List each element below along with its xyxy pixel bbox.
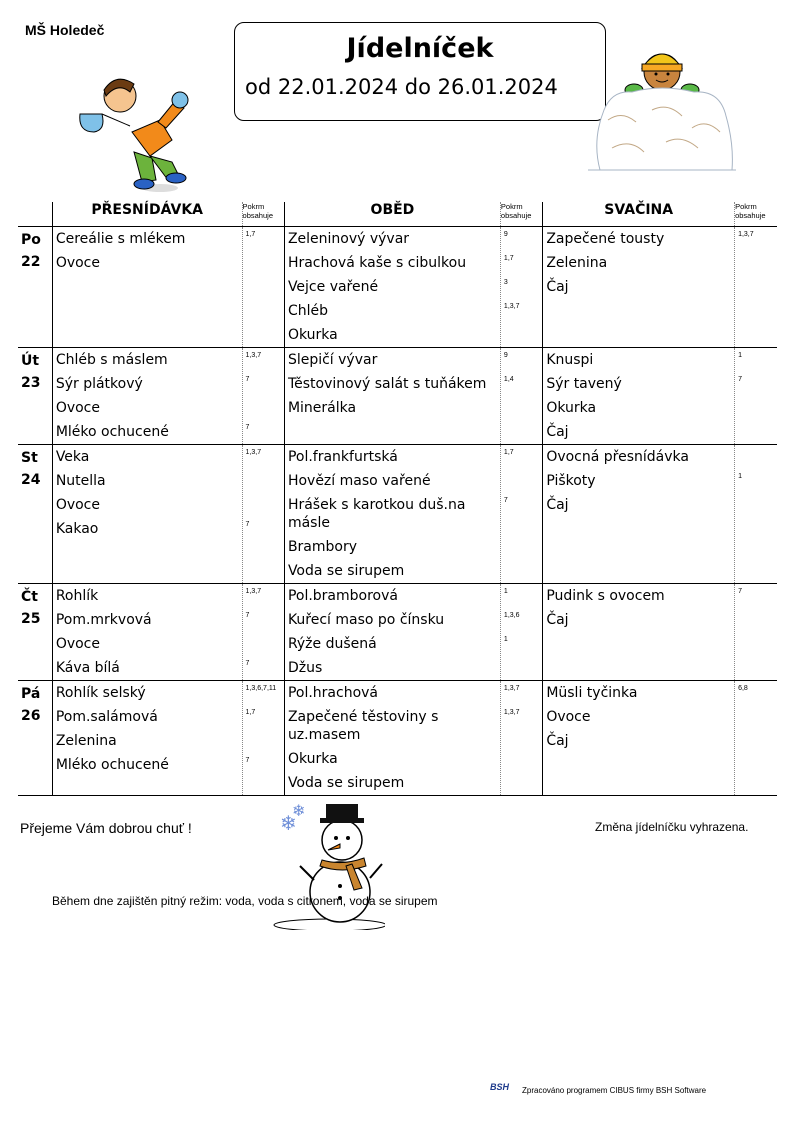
- breakfast-cell: [52, 445, 242, 584]
- lunch-item: Brambory: [287, 539, 358, 555]
- breakfast-allergen-code: [243, 493, 284, 517]
- snack-allergens-cell: [735, 348, 777, 445]
- bsh-logo: BSH: [490, 1082, 510, 1092]
- lunch-cell: [284, 348, 500, 445]
- breakfast-item: Rohlík selský: [55, 685, 146, 701]
- snack-item: Sýr tavený: [546, 376, 622, 392]
- snack-item: Čaj: [546, 424, 569, 440]
- breakfast-allergen-code: 7: [245, 424, 250, 431]
- breakfast-allergen-code: [243, 632, 284, 656]
- breakfast-item: Rohlík: [55, 588, 99, 604]
- lunch-allergen-code: 1: [503, 588, 508, 595]
- software-credit: Zpracováno programem CIBUS firmy BSH Software: [522, 1086, 707, 1095]
- lunch-allergens-cell: [500, 348, 542, 445]
- day-row: [18, 584, 777, 681]
- snack-allergen-code: [735, 445, 777, 469]
- day-abbr: Pá: [21, 686, 41, 702]
- day-abbr: Po: [21, 232, 41, 248]
- snack-item: Knuspi: [546, 352, 594, 368]
- lunch-allergen-code: 1,3,7: [503, 685, 520, 692]
- snack-allergens-cell: [735, 445, 777, 584]
- lunch-item: Rýže dušená: [287, 636, 377, 652]
- breakfast-cell: [52, 584, 242, 681]
- snowman-illustration: [270, 800, 385, 930]
- lunch-allergen-code: 1,4: [503, 376, 514, 383]
- breakfast-item: Veka: [55, 449, 90, 465]
- day-number: 24: [21, 472, 41, 488]
- breakfast-allergen-code: 7: [245, 757, 250, 764]
- breakfast-item: Ovoce: [55, 255, 100, 271]
- snack-allergens-cell: [735, 584, 777, 681]
- breakfast-allergen-code: 7: [245, 521, 250, 528]
- snack-allergen-code: 1: [738, 473, 742, 480]
- snack-item: Čaj: [546, 279, 569, 295]
- date-range: od 22.01.2024 do 26.01.2024: [245, 75, 558, 99]
- snack-item: Čaj: [546, 733, 569, 749]
- breakfast-allergen-code: 7: [245, 660, 250, 667]
- lunch-allergen-code: 1,3,6: [503, 612, 520, 619]
- lunch-item: Kuřecí maso po čínsku: [287, 612, 445, 628]
- lunch-item: Hrachová kaše s cibulkou: [287, 255, 467, 271]
- lunch-allergen-code: [501, 559, 542, 583]
- lunch-item: Voda se sirupem: [287, 563, 405, 579]
- day-label: [18, 348, 52, 445]
- lunch-item: Vejce vařené: [287, 279, 379, 295]
- page-title: Jídelníček: [346, 33, 494, 64]
- breakfast-allergen-code: 7: [245, 612, 250, 619]
- day-abbr: Čt: [21, 589, 38, 605]
- breakfast-item: Nutella: [55, 473, 106, 489]
- day-label: [18, 445, 52, 584]
- snack-allergen-code: 1: [738, 352, 742, 359]
- breakfast-allergen-code: 1,3,7: [245, 352, 262, 359]
- breakfast-allergen-code: [243, 469, 284, 493]
- breakfast-item: Pom.mrkvová: [55, 612, 152, 628]
- breakfast-cell: [52, 348, 242, 445]
- day-number: 22: [21, 254, 41, 270]
- lunch-item: Zapečené těstoviny s uz.masem: [287, 709, 439, 743]
- breakfast-item: Kakao: [55, 521, 99, 537]
- snack-allergen-code: [735, 396, 777, 420]
- title-box: [234, 22, 606, 121]
- lunch-allergen-code: [501, 323, 542, 347]
- snack-item: Zelenina: [546, 255, 608, 271]
- breakfast-item: Cereálie s mlékem: [55, 231, 186, 247]
- snack-allergen-code: [735, 608, 777, 632]
- lunch-item: Okurka: [287, 327, 338, 343]
- snack-cell: [543, 445, 735, 584]
- snack-cell: [543, 681, 735, 796]
- snack-allergen-code: 7: [738, 588, 742, 595]
- breakfast-item: Mléko ochucené: [55, 757, 169, 773]
- day-row: [18, 348, 777, 445]
- snack-item: Okurka: [546, 400, 597, 416]
- snack-item: Müsli tyčinka: [546, 685, 638, 701]
- day-abbr: Út: [21, 353, 40, 369]
- snack-allergen-code: 6,8: [738, 685, 748, 692]
- school-name: MŠ Holedeč: [25, 22, 105, 38]
- lunch-allergen-code: 1: [503, 636, 508, 643]
- snack-allergen-code: [735, 420, 777, 444]
- bon-appetit-text: Přejeme Vám dobrou chuť !: [20, 820, 192, 836]
- lunch-allergens-cell: [500, 445, 542, 584]
- svg-text:❄: ❄: [292, 803, 306, 820]
- day-number: 26: [21, 708, 41, 724]
- day-label: [18, 227, 52, 348]
- lunch-allergen-code: 3: [503, 279, 508, 286]
- lunch-item: Pol.bramborová: [287, 588, 398, 604]
- breakfast-item: Pom.salámová: [55, 709, 158, 725]
- lunch-cell: [284, 584, 500, 681]
- snack-item: Pudink s ovocem: [546, 588, 665, 604]
- snack-item: Zapečené tousty: [546, 231, 665, 247]
- day-label: [18, 584, 52, 681]
- day-number: 25: [21, 611, 41, 627]
- lunch-item: Voda se sirupem: [287, 775, 405, 791]
- header-allergens-snack: Pokrm obsahuje: [735, 202, 777, 227]
- child-snow-wall-illustration: [582, 40, 742, 172]
- breakfast-item: Ovoce: [55, 400, 100, 416]
- day-row: [18, 681, 777, 796]
- snack-allergen-code: 7: [738, 376, 742, 383]
- lunch-item: Chléb: [287, 303, 328, 319]
- svg-text:❄: ❄: [280, 813, 297, 835]
- lunch-allergens-cell: [500, 227, 542, 348]
- snack-allergen-code: [735, 275, 777, 299]
- breakfast-allergen-code: 7: [245, 376, 250, 383]
- breakfast-allergen-code: 1,3,7: [245, 449, 262, 456]
- breakfast-item: Zelenina: [55, 733, 117, 749]
- header-breakfast: PŘESNÍDÁVKA: [52, 202, 242, 227]
- lunch-cell: [284, 227, 500, 348]
- day-label: [18, 681, 52, 796]
- day-abbr: St: [21, 450, 38, 466]
- breakfast-allergen-code: 1,7: [245, 709, 256, 716]
- breakfast-allergen-code: 1,3,6,7,11: [245, 685, 277, 692]
- lunch-item: Hrášek s karotkou duš.na másle: [287, 497, 466, 531]
- lunch-item: Okurka: [287, 751, 338, 767]
- lunch-allergen-code: 1,7: [503, 255, 514, 262]
- lunch-allergen-code: 7: [503, 497, 508, 504]
- breakfast-allergens-cell: [242, 348, 284, 445]
- breakfast-allergen-code: 1,7: [245, 231, 256, 238]
- breakfast-item: Chléb s máslem: [55, 352, 168, 368]
- lunch-allergen-code: 9: [503, 352, 508, 359]
- breakfast-cell: [52, 227, 242, 348]
- lunch-allergen-code: 1,3,7: [503, 303, 520, 310]
- breakfast-item: Káva bílá: [55, 660, 120, 676]
- child-snowball-illustration: [72, 70, 202, 195]
- snack-allergen-code: [735, 705, 777, 729]
- snack-item: Čaj: [546, 612, 569, 628]
- lunch-allergens-cell: [500, 681, 542, 796]
- lunch-item: Pol.hrachová: [287, 685, 378, 701]
- drinking-regime-text: Během dne zajištěn pitný režim: voda, voda s citronem, voda se sirupem: [52, 894, 438, 908]
- breakfast-cell: [52, 681, 242, 796]
- lunch-allergen-code: 9: [503, 231, 508, 238]
- snack-allergen-code: [735, 251, 777, 275]
- lunch-item: Minerálka: [287, 400, 357, 416]
- breakfast-allergens-cell: [242, 681, 284, 796]
- lunch-item: Pol.frankfurtská: [287, 449, 398, 465]
- snack-allergens-cell: [735, 227, 777, 348]
- lunch-allergen-code: [501, 469, 542, 493]
- breakfast-item: Mléko ochucené: [55, 424, 169, 440]
- header-lunch: OBĚD: [284, 202, 500, 227]
- menu-header-row: [18, 202, 777, 227]
- breakfast-item: Ovoce: [55, 636, 100, 652]
- lunch-allergen-code: [501, 656, 542, 680]
- breakfast-allergen-code: [243, 396, 284, 420]
- lunch-allergens-cell: [500, 584, 542, 681]
- breakfast-allergen-code: [243, 729, 284, 753]
- lunch-allergen-code: [501, 535, 542, 559]
- header-allergens-lunch: Pokrm obsahuje: [500, 202, 542, 227]
- lunch-item: Hovězí maso vařené: [287, 473, 431, 489]
- snack-item: Ovoce: [546, 709, 591, 725]
- lunch-allergen-code: [501, 396, 542, 420]
- lunch-allergen-code: 1,7: [503, 449, 514, 456]
- lunch-cell: [284, 681, 500, 796]
- snack-allergens-cell: [735, 681, 777, 796]
- day-row: [18, 445, 777, 584]
- menu-table: [18, 202, 777, 796]
- snack-item: Ovocná přesnídávka: [546, 449, 689, 465]
- lunch-item: Těstovinový salát s tuňákem: [287, 376, 487, 392]
- snack-item: Piškoty: [546, 473, 596, 489]
- lunch-cell: [284, 445, 500, 584]
- day-row: [18, 227, 777, 348]
- breakfast-allergens-cell: [242, 227, 284, 348]
- snack-item: Čaj: [546, 497, 569, 513]
- lunch-allergen-code: 1,3,7: [503, 709, 520, 716]
- lunch-item: Zeleninový vývar: [287, 231, 410, 247]
- snack-cell: [543, 348, 735, 445]
- breakfast-allergens-cell: [242, 584, 284, 681]
- snack-allergen-code: [735, 493, 777, 517]
- breakfast-allergen-code: [243, 251, 284, 275]
- header-snack: SVAČINA: [543, 202, 735, 227]
- breakfast-allergen-code: 1,3,7: [245, 588, 262, 595]
- snack-cell: [543, 227, 735, 348]
- menu-change-notice: Změna jídelníčku vyhrazena.: [595, 820, 749, 834]
- lunch-allergen-code: [501, 747, 542, 771]
- lunch-item: Slepičí vývar: [287, 352, 378, 368]
- lunch-item: Džus: [287, 660, 323, 676]
- day-number: 23: [21, 375, 41, 391]
- breakfast-item: Sýr plátkový: [55, 376, 143, 392]
- lunch-allergen-code: [501, 771, 542, 795]
- snack-allergen-code: [735, 729, 777, 753]
- snack-allergen-code: 1,3,7: [738, 231, 754, 238]
- breakfast-allergens-cell: [242, 445, 284, 584]
- breakfast-item: Ovoce: [55, 497, 100, 513]
- header-allergens-breakfast: Pokrm obsahuje: [242, 202, 284, 227]
- snack-cell: [543, 584, 735, 681]
- header-day: [18, 202, 52, 227]
